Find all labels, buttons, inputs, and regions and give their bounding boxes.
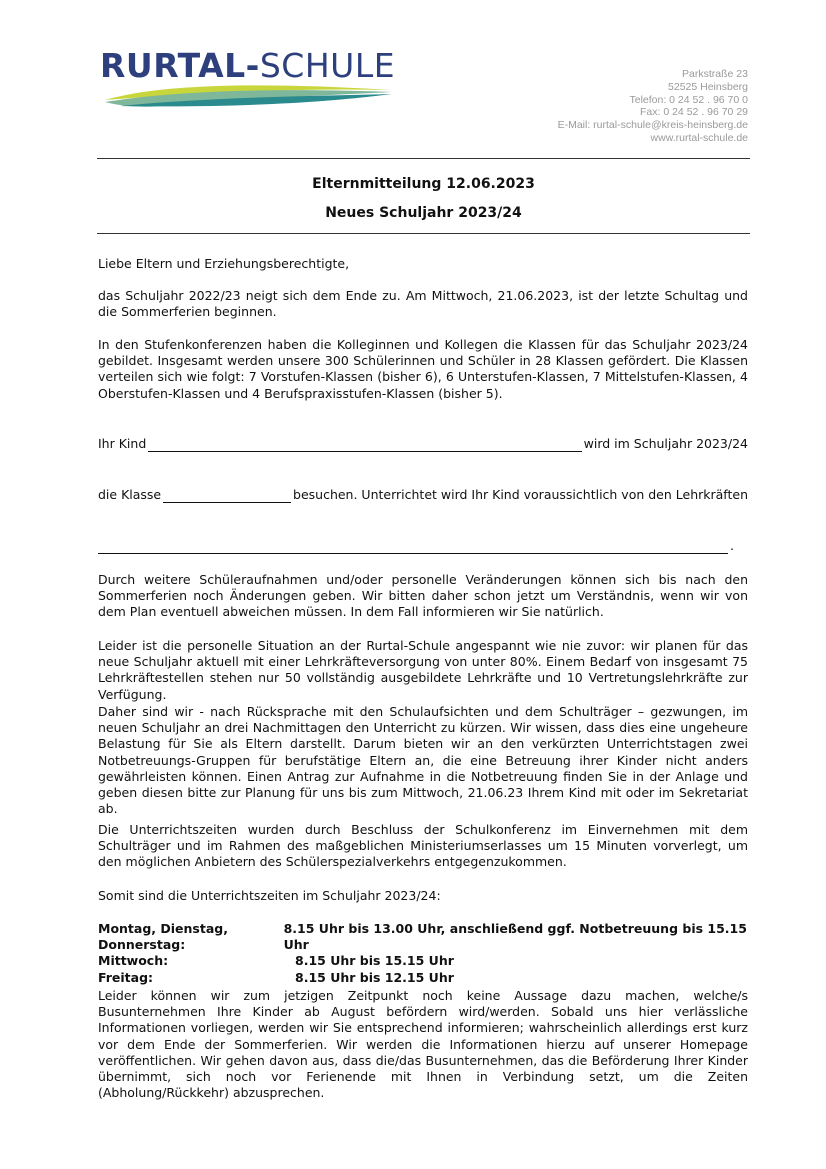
address-email: E-Mail: rurtal-schule@kreis-heinsberg.de	[557, 119, 748, 132]
class-label: die Klasse	[98, 487, 162, 502]
times-days: Mittwoch:	[98, 953, 169, 969]
address-phone: Telefon: 0 24 52 . 96 70 0	[629, 93, 748, 106]
paragraph-lesson-times-change: Die Unterrichtszeiten wurden durch Beschluss der Schulkonferenz im Einvernehmen mit dem Schulträger und im Rahmen des maßgeblichen Ministeriumserlasses um 15 Minuten vorverlegt, um den möglichen Anbietern des Schülerspezialverkehrs entgegenzukommen.	[98, 822, 748, 870]
title-divider	[97, 233, 750, 234]
address-street: Parkstraße 23	[682, 68, 748, 80]
logo-wave-icon	[100, 80, 400, 110]
school-logo	[100, 46, 400, 106]
address-city: 52525 Heinsberg	[668, 80, 748, 93]
teachers-fill-line	[98, 538, 748, 554]
paragraph-shortened-lessons: Daher sind wir - nach Rücksprache mit den Schulaufsichten und dem Schulträger – gezwungen, im neuen Schuljahr an drei Nachmittagen den Unterricht zu kürzen. Wir wissen, dass dies eine ungeheure Belastung für Sie als Eltern darstellt. Darum bieten wir an den verkürzten Unterrichtstagen zwei Notbetreuungs-Gruppen für berufstätige Eltern an, die eine Betreuung ihrer Kinder nicht anders gewährleisten können. Einen Antrag zur Aufnahme in die Notbetreuung finden Sie in der Anlage und geben diesen bitte zur Planung für uns bis zum Mittwoch, 21.06.23 Ihrem Kind mit oder im Sekretariat ab.	[98, 704, 748, 817]
salutation: Liebe Eltern und Erziehungsberechtigte,	[98, 256, 350, 271]
times-row	[98, 921, 748, 953]
times-hours: 8.15 Uhr bis 13.00 Uhr, anschließend ggf. Notbetreuung bis 15.15 Uhr	[283, 921, 747, 953]
address-website: www.rurtal-schule.de	[650, 131, 748, 144]
logo-light-text: SCHULE	[259, 46, 396, 85]
times-row	[98, 953, 748, 969]
paragraph-bus-transport: Leider können wir zum jetzigen Zeitpunkt noch keine Aussage dazu machen, welche/s Busunternehmen Ihre Kinder ab August befördern wird/werden. Sobald uns hier verlässliche Informationen vorliegen, werden wir Sie entsprechend informieren; wahrscheinlich allerdings erst kurz vor dem Ende der Sommerferien. Wir werden die Informationen hierzu auf unserer Homepage veröffentlichen. Wir gehen davon aus, dass die/das Busunternehmen, das die Beförderung Ihrer Kinder übernimmt, sich noch vor Ferienende mit Ihnen in Verbindung setzt, um die Zeiten (Abholung/Rückkehr) abzusprechen.	[98, 988, 748, 1101]
class-label-suffix: besuchen. Unterrichtet wird Ihr Kind voraussichtlich von den Lehrkräften	[293, 487, 748, 502]
times-hours: 8.15 Uhr bis 12.15 Uhr	[295, 969, 454, 985]
header-divider	[97, 158, 750, 159]
paragraph-changes: Durch weitere Schüleraufnahmen und/oder personelle Veränderungen können sich bis nach den Sommerferien noch Änderungen geben. Wir bitten daher schon jetzt um Verständnis, wenn wir von dem Plan eventuell abweichen müssen. In dem Fall informieren wir Sie natürlich.	[98, 572, 748, 620]
teachers-field[interactable]	[98, 541, 728, 554]
paragraph-classes: In den Stufenkonferenzen haben die Kolleginnen und Kollegen die Klassen für das Schuljahr 2023/24 gebildet. Insgesamt werden unsere 300 Schülerinnen und Schüler in 28 Klassen gefördert. Die Klassen verteilen sich wie folgt: 7 Vorstufen-Klassen (bisher 6), 6 Unterstufen-Klassen, 7 Mittelstufen-Klassen, 4 Oberstufen-Klassen und 4 Berufspraxisstufen-Klassen (bisher 5).	[98, 337, 748, 401]
times-days: Montag, Dienstag, Donnerstag:	[98, 921, 228, 953]
child-label-suffix: wird im Schuljahr 2023/24	[583, 436, 748, 451]
school-address	[558, 68, 748, 145]
paragraph-staffing: Leider ist die personelle Situation an der Rurtal-Schule angespannt wie nie zuvor: wir planen für das neue Schuljahr aktuell mit einer Lehrkräfteversorgung von unter 80%. Einem Bedarf von insgesamt 75 Lehrkräftestellen stehen nur 50 vollständig ausgebildete Lehrkräfte und 10 Vertretungslehrkräfte zur Verfügung.	[98, 638, 748, 702]
child-name-field[interactable]	[148, 439, 581, 452]
address-fax: Fax: 0 24 52 . 96 70 29	[640, 106, 748, 119]
child-label: Ihr Kind	[98, 436, 147, 451]
paragraph-times-intro: Somit sind die Unterrichtszeiten im Schuljahr 2023/24:	[98, 888, 441, 903]
class-field[interactable]	[163, 490, 291, 503]
times-row	[98, 970, 748, 986]
logo-bold-text: RURTAL-	[100, 46, 260, 85]
times-days: Freitag:	[98, 969, 154, 985]
times-hours: 8.15 Uhr bis 15.15 Uhr	[295, 953, 454, 969]
lesson-times-table	[98, 921, 748, 986]
class-fill-line	[98, 487, 748, 503]
child-fill-line	[98, 436, 748, 452]
teachers-line-end: .	[730, 538, 734, 553]
document-title: Elternmitteilung 12.06.2023	[312, 176, 535, 192]
paragraph-school-year-end: das Schuljahr 2022/23 neigt sich dem Ende zu. Am Mittwoch, 21.06.2023, ist der letzte Schultag und die Sommerferien beginnen.	[98, 288, 748, 320]
document-subtitle: Neues Schuljahr 2023/24	[325, 205, 522, 221]
